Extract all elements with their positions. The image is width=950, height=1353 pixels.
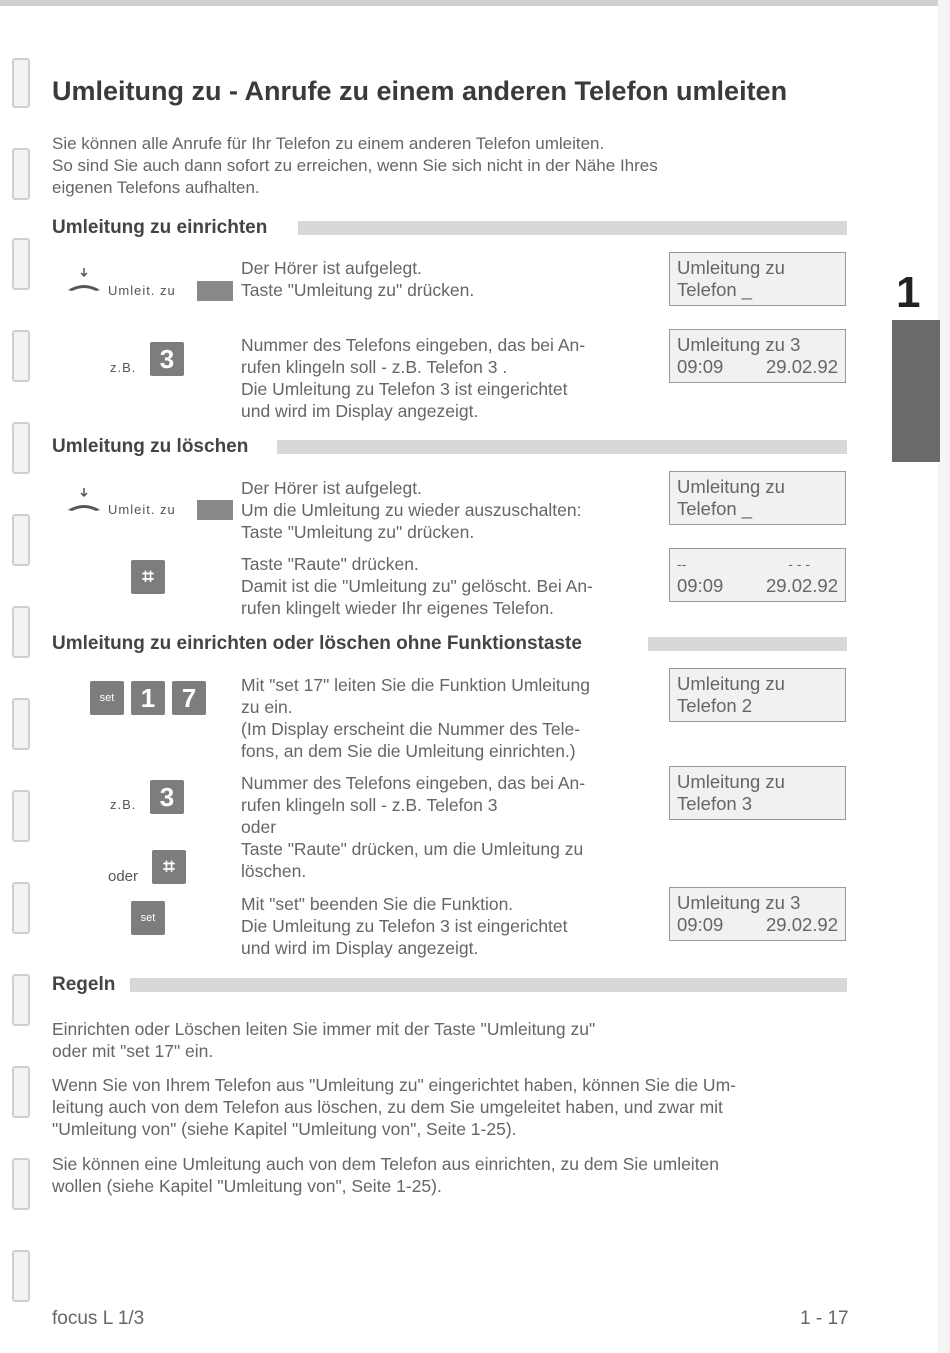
hash-key[interactable]: ⌗ (131, 560, 165, 594)
margin-mark (12, 422, 30, 474)
handset-icon (66, 486, 102, 512)
handset-icon (66, 266, 102, 292)
function-key-label: Umleit. zu (108, 283, 176, 298)
margin-mark (12, 330, 30, 382)
margin-mark (12, 606, 30, 658)
example-label: z.B. (110, 797, 137, 812)
margin-mark (12, 58, 30, 108)
top-rule (0, 0, 938, 6)
digit-7-key[interactable]: 7 (172, 681, 206, 715)
intro-text: Sie können alle Anrufe für Ihr Telefon zu einem anderen Telefon umleiten. So sind Sie auch dann sofort zu erreichen, wenn Sie sich nicht in der Nähe Ihres eigenen Telefons aufhalten. (52, 134, 658, 197)
page-title: Umleitung zu - Anrufe zu einem anderen Telefon umleiten (52, 76, 788, 106)
section-heading-delete: Umleitung zu löschen (52, 436, 847, 460)
step-text: Taste "Raute" drücken. Damit ist die "Umleitung zu" gelöscht. Bei An- rufen klingelt wieder Ihr eigenes Telefon. (241, 554, 593, 618)
display-screen: -- - - - 09:09 29.02.92 (669, 548, 846, 602)
rule-paragraph: Sie können eine Umleitung auch von dem Telefon aus einrichten, zu dem Sie umleiten wollen (siehe Kapitel "Umleitung von", Seite 1-25). (52, 1154, 720, 1196)
hash-key[interactable]: ⌗ (152, 850, 186, 884)
margin-mark (12, 1250, 30, 1302)
section-heading-no-function-key: Umleitung zu einrichten oder löschen ohne Funktionstaste (52, 633, 847, 657)
chapter-number: 1 (896, 268, 921, 317)
footer-product: focus L 1/3 (52, 1308, 145, 1329)
display-screen: Umleitung zu 3 09:09 29.02.92 (669, 329, 846, 383)
rule-paragraph: Wenn Sie von Ihrem Telefon aus "Umleitung zu" eingerichtet haben, können Sie die Um- leitung auch von dem Telefon aus löschen, zu dem Sie umgeleitet haben, und zwar mit "Umleitung von" (siehe Kapitel "Umleitung von", Seite 1-25). (52, 1075, 736, 1139)
step-text: Nummer des Telefons eingeben, das bei An- rufen klingeln soll - z.B. Telefon 3 oder Taste "Raute" drücken, um die Umleitung zu löschen. (241, 773, 586, 881)
set-key[interactable]: set (90, 681, 124, 715)
margin-mark (12, 882, 30, 934)
margin-mark (12, 514, 30, 566)
display-screen: Umleitung zu Telefon 3 (669, 766, 846, 820)
step-text: Mit "set 17" leiten Sie die Funktion Umleitung zu ein. (Im Display erscheint die Nummer des Tele- fons, an dem Sie die Umleitung einrichten.) (241, 675, 590, 761)
page-edge (938, 0, 950, 1353)
margin-mark (12, 698, 30, 750)
digit-3-key[interactable]: 3 (150, 780, 184, 814)
margin-mark (12, 1158, 30, 1210)
digit-1-key[interactable]: 1 (131, 681, 165, 715)
step-text: Der Hörer ist aufgelegt. Um die Umleitung zu wieder auszuschalten: Taste "Umleitung zu" drücken. (241, 478, 582, 542)
display-screen: Umleitung zu 3 09:09 29.02.92 (669, 887, 846, 941)
margin-mark (12, 1066, 30, 1118)
page-number: 1 - 17 (800, 1308, 849, 1329)
chapter-tab (892, 320, 940, 462)
example-label: z.B. (110, 360, 137, 375)
display-screen: Umleitung zu Telefon 2 (669, 668, 846, 722)
display-screen: Umleitung zu Telefon _ (669, 252, 846, 306)
or-label: oder (108, 868, 139, 885)
rule-paragraph: Einrichten oder Löschen leiten Sie immer mit der Taste "Umleitung zu" oder mit "set 17" ein. (52, 1019, 596, 1061)
redirect-function-key[interactable] (197, 281, 233, 301)
digit-3-key[interactable]: 3 (150, 342, 184, 376)
step-text: Der Hörer ist aufgelegt. Taste "Umleitung zu" drücken. (241, 258, 475, 300)
margin-mark (12, 148, 30, 200)
margin-mark (12, 238, 30, 290)
section-heading-rules: Regeln (52, 974, 847, 998)
display-screen: Umleitung zu Telefon _ (669, 471, 846, 525)
margin-mark (12, 974, 30, 1026)
step-text: Mit "set" beenden Sie die Funktion. Die Umleitung zu Telefon 3 ist eingerichtet und wird im Display angezeigt. (241, 894, 568, 958)
step-text: Nummer des Telefons eingeben, das bei An- rufen klingeln soll - z.B. Telefon 3 . Die Umleitung zu Telefon 3 ist eingerichtet und wird im Display angezeigt. (241, 335, 586, 421)
set-key[interactable]: set (131, 901, 165, 935)
section-heading-setup: Umleitung zu einrichten (52, 217, 847, 241)
margin-mark (12, 790, 30, 842)
function-key-label: Umleit. zu (108, 502, 176, 517)
redirect-function-key[interactable] (197, 500, 233, 520)
